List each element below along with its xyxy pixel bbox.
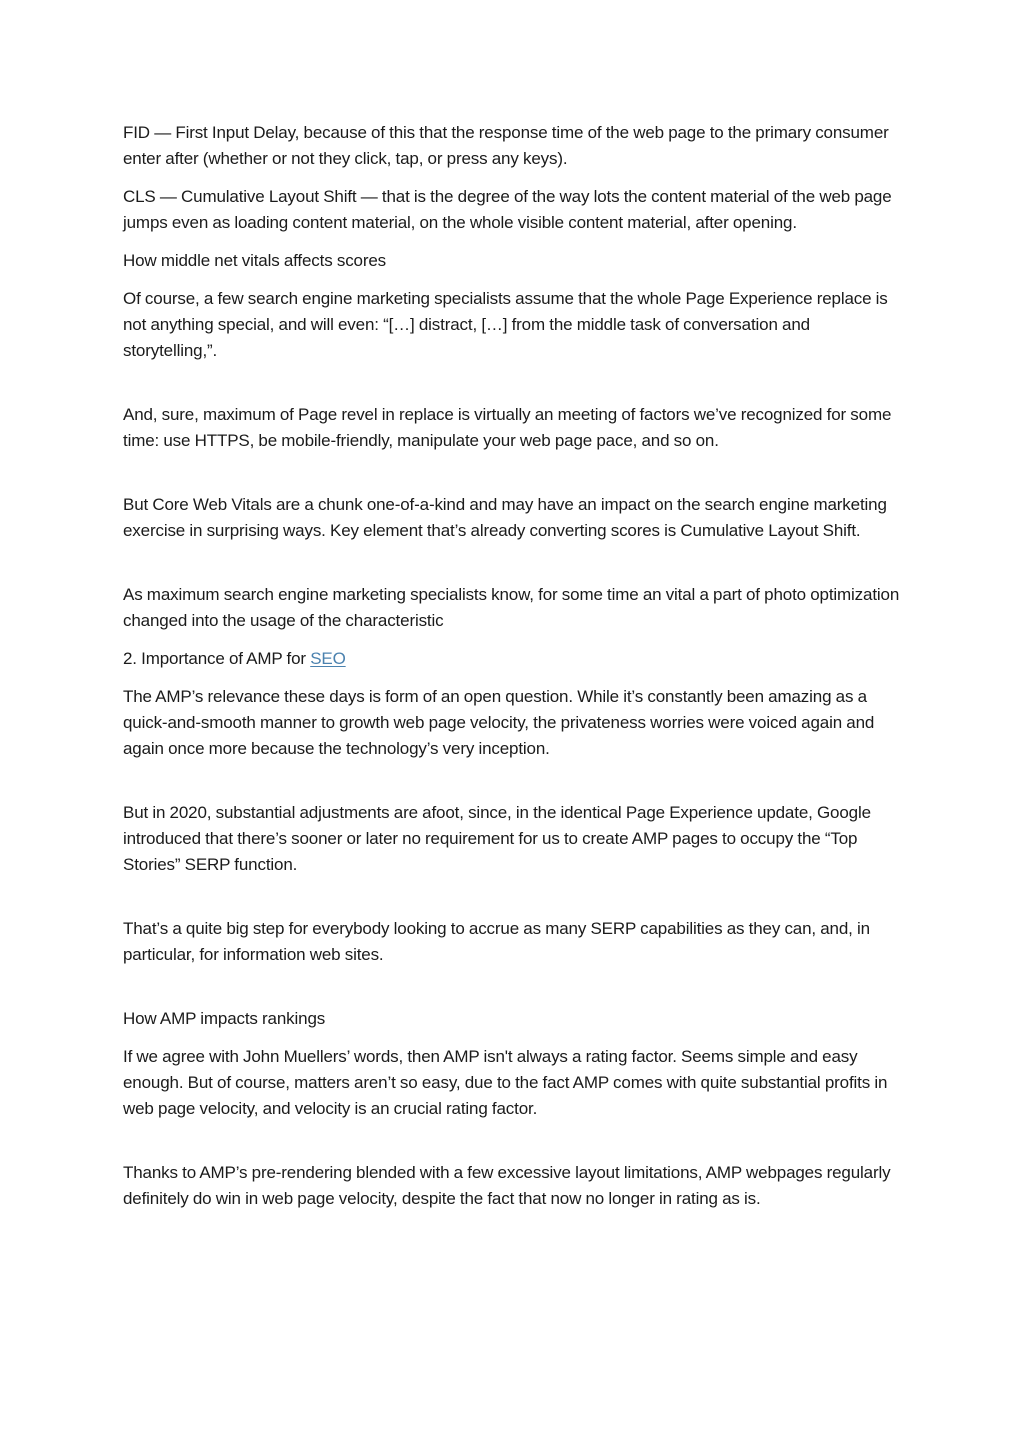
- paragraph-amp-relevance: The AMP’s relevance these days is form of an open question. While it’s constantly been amazing as a quick-and-smooth manner to growth web page velocity, the privateness worries were voiced again and again once more because the technology’s very inception.: [123, 687, 875, 758]
- paragraph-cls: CLS — Cumulative Layout Shift — that is the degree of the way lots the content material of the web page jumps even as loading content material, on the whole visible content material, after opening.: [123, 187, 892, 232]
- paragraph-as-maximum: As maximum search engine marketing specialists know, for some time an vital a part of photo optimization changed into the usage of the characteristic: [123, 585, 900, 630]
- paragraph-of-course: Of course, a few search engine marketing specialists assume that the whole Page Experience replace is not anything special, and will even: “[…] distract, […] from the middle task of conversation and storytelling,”.: [123, 289, 888, 360]
- paragraph-fid: FID — First Input Delay, because of this that the response time of the web page to the primary consumer enter after (whether or not they click, tap, or press any keys).: [123, 123, 889, 168]
- document-body: [123, 120, 901, 1212]
- heading-text: 2. Importance of AMP for: [123, 649, 311, 668]
- heading-how-amp-impacts-rankings: How AMP impacts rankings: [123, 1009, 326, 1028]
- paragraph-but-in-2020: But in 2020, substantial adjustments are afoot, since, in the identical Page Experience update, Google introduced that there’s sooner or later no requirement for us to create AMP pages to occupy the “Top Stories” SERP function.: [123, 803, 871, 874]
- heading-how-middle-net-vitals: How middle net vitals affects scores: [123, 251, 387, 270]
- paragraph-thats-a-quite-big-step: That’s a quite big step for everybody looking to accrue as many SERP capabilities as they can, and, in particular, for information web sites.: [123, 919, 870, 964]
- heading-importance-of-amp: [123, 646, 901, 672]
- paragraph-but-core-web-vitals: But Core Web Vitals are a chunk one-of-a-kind and may have an impact on the search engine marketing exercise in surprising ways. Key element that’s already converting scores is Cumulative Layout Shift.: [123, 495, 887, 540]
- paragraph-john-muellers: If we agree with John Muellers’ words, then AMP isn't always a rating factor. Seems simple and easy enough. But of course, matters aren’t so easy, due to the fact AMP comes with quite substantial profits in web page velocity, and velocity is an crucial rating factor.: [123, 1047, 888, 1118]
- seo-link[interactable]: SEO: [310, 649, 346, 668]
- paragraph-and-sure: And, sure, maximum of Page revel in replace is virtually an meeting of factors we’ve recognized for some time: use HTTPS, be mobile-friendly, manipulate your web page pace, and so on.: [123, 405, 892, 450]
- paragraph-thanks-to-amp: Thanks to AMP’s pre-rendering blended with a few excessive layout limitations, AMP webpages regularly definitely do win in web page velocity, despite the fact that now no longer in rating as is.: [123, 1163, 891, 1208]
